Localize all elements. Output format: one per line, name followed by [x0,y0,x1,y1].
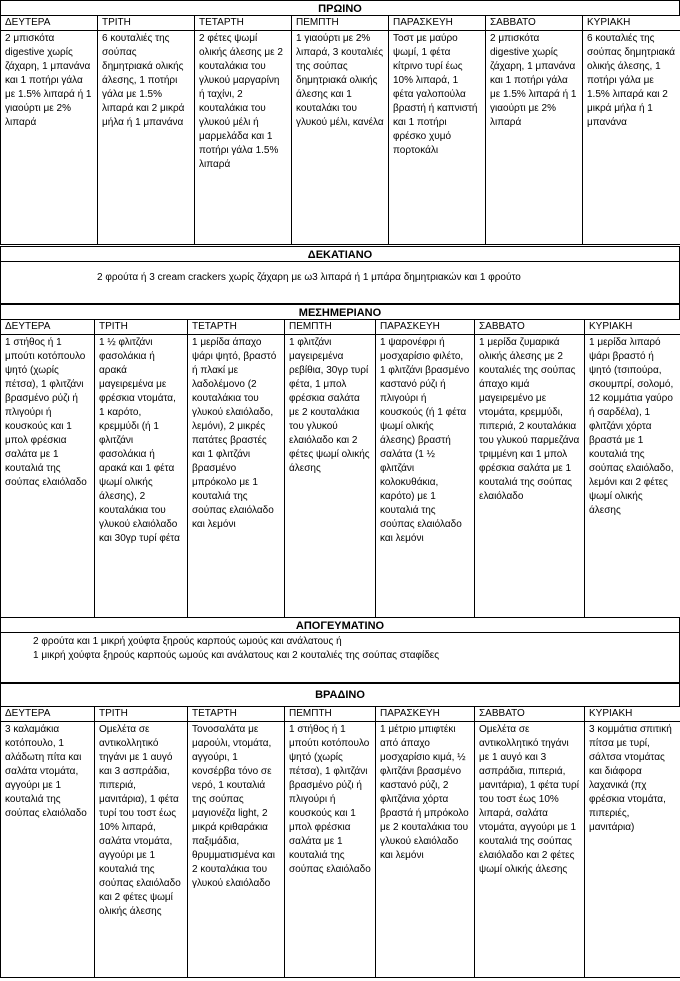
breakfast-cell: 2 φέτες ψωμί ολικής άλεσης με 2 κουταλάκια του γλυκού μαργαρίνη ή ταχίνι, 2 κουταλάκια του γλυκού μέλι ή μαρμελάδα και 1 ποτήρι γάλα 1.5% λιπαρά [195,31,292,245]
day-header: ΤΡΙΤΗ [95,707,188,722]
breakfast-table [0,15,680,245]
lunch-cell: 1 στήθος ή 1 μπούτι κοτόπουλο ψητό (χωρίς πέτσα), 1 φλιτζάνι βρασμένο ρύζι ή πλιγούρι ή κουσκούς και 1 μπολ φρέσκια σαλάτα με 1 κουταλιά της σούπας ελαιόλαδο [1,335,95,618]
lunch-title: ΜΕΣΗΜΕΡΙΑΝΟ [0,304,680,320]
lunch-cell: 1 μερίδα λιπαρό ψάρι βραστό ή ψητό (τσιπούρα, σκουμπρί, σολομό, 12 κομμάτια γαύρο ή σαρδέλα), 1 φλιτζάνι χόρτα βραστά με 1 κουταλιά της σούπας ελαιόλαδο, λεμόνι και 2 φέτες ψωμί ολικής άλεσης [585,335,680,618]
day-header: ΤΡΙΤΗ [98,16,195,31]
snack1-text: 2 φρούτα ή 3 cream crackers χωρίς ζάχαρη με ω3 λιπαρά ή 1 μπάρα δημητριακών και 1 φρούτο [0,262,680,304]
day-header: ΣΑΒΒΑΤΟ [475,320,585,335]
snack1-title: ΔΕΚΑΤΙΑΝΟ [0,246,680,262]
day-header: ΠΕΜΠΤΗ [285,320,376,335]
breakfast-title: ΠΡΩΙΝΟ [0,0,680,16]
day-header: ΔΕΥΤΕΡΑ [1,16,98,31]
dinner-cell: Τονοσαλάτα με μαρούλι, ντομάτα, αγγούρι, 1 κονσέρβα τόνο σε νερό, 1 κουταλιά της σούπας μαγιονέζα light, 2 μικρά κριθαράκια παξιμάδια, θρυμματισμένα και 2 κουταλάκια του γλυκού ελαιόλαδο [188,722,285,978]
dinner-cell: 3 καλαμάκια κοτόπουλο, 1 αλάδωτη πίτα και σαλάτα ντομάτα, αγγούρι με 1 κουταλιά της σούπας ελαιόλαδο [1,722,95,978]
day-header: ΠΕΜΠΤΗ [285,707,376,722]
lunch-table [0,319,680,618]
day-header: ΠΑΡΑΣΚΕΥΗ [376,707,475,722]
breakfast-cell: 1 γιαούρτι με 2% λιπαρά, 3 κουταλιές της σούπας δημητριακά ολικής άλεσης και 1 κουταλάκι του γλυκού μέλι, κανέλα [292,31,389,245]
breakfast-cell: 6 κουταλιές της σούπας δημητριακά ολικής άλεσης, 1 ποτήρι γάλα με 1.5% λιπαρά και 2 μικρά μήλα ή 1 μπανάνα [98,31,195,245]
day-header: ΠΕΜΠΤΗ [292,16,389,31]
day-header: ΤΕΤΑΡΤΗ [195,16,292,31]
day-header: ΔΕΥΤΕΡΑ [1,320,95,335]
snack2-title: ΑΠΟΓΕΥΜΑΤΙΝΟ [0,617,680,633]
dinner-cell: Ομελέτα σε αντικολλητικό τηγάνι με 1 αυγό και 3 ασπράδια, πιπεριά, μανιτάρια), 1 φέτα τυρί του τοστ έως 10% λιπαρά, σαλάτα ντομάτα, αγγούρι με 1 κουταλιά της σούπας ελαιόλαδο και 2 φέτες ψωμί ολικής άλεσης [95,722,188,978]
lunch-cell: 1 μερίδα άπαχο ψάρι ψητό, βραστό ή πλακί με λαδολέμονο (2 κουταλάκια του γλυκού ελαιόλαδο, λεμόνι), 2 μικρές πατάτες βραστές και 1 φλιτζάνι βρασμένο μπρόκολο με 1 κουταλιά της σούπας ελαιόλαδο και λεμόνι [188,335,285,618]
dinner-cell: 3 κομμάτια σπιτική πίτσα με τυρί, σάλτσα ντομάτας και διάφορα λαχανικά (πχ φρέσκια ντομάτα, πιπεριές, μανιτάρια) [585,722,680,978]
day-header: ΚΥΡΙΑΚΗ [585,320,680,335]
dinner-table [0,706,680,978]
day-header: ΤΕΤΑΡΤΗ [188,707,285,722]
dinner-title: ΒΡΑΔΙΝΟ [0,683,680,707]
breakfast-cell: 2 μπισκότα digestive χωρίς ζάχαρη, 1 μπανάνα και 1 ποτήρι γάλα με 1.5% λιπαρά ή 1 γιαούρτι με 2% λιπαρά [486,31,583,245]
snack2-line: 2 φρούτα και 1 μικρή χούφτα ξηρούς καρπούς ωμούς και ανάλατους ή [33,636,342,647]
day-header: ΣΑΒΒΑΤΟ [486,16,583,31]
lunch-cell: 1 φλιτζάνι μαγειρεμένα ρεβίθια, 30γρ τυρί φέτα, 1 μπολ φρέσκια σαλάτα με 2 κουταλάκια του γλυκού ελαιόλαδο και 2 φέτες ψωμί ολικής άλεσης [285,335,376,618]
day-header: ΤΕΤΑΡΤΗ [188,320,285,335]
day-header: ΠΑΡΑΣΚΕΥΗ [376,320,475,335]
day-header: ΚΥΡΙΑΚΗ [583,16,680,31]
lunch-cell: 1 ½ φλιτζάνι φασολάκια ή αρακά μαγειρεμένα με φρέσκια ντομάτα, 1 καρότο, κρεμμύδι (ή 1 φλιτζάνι φασολάκια ή αρακά και 1 φέτα ψωμί ολικής άλεσης), 2 κουταλάκια του γλυκού ελαιόλαδο και 30γρ τυρί φέτα [95,335,188,618]
day-header: ΔΕΥΤΕΡΑ [1,707,95,722]
breakfast-cell: 6 κουταλιές της σούπας δημητριακά ολικής άλεσης, 1 ποτήρι γάλα με 1.5% λιπαρά και 2 μικρά μήλα ή 1 μπανάνα [583,31,680,245]
dinner-cell: 1 στήθος ή 1 μπούτι κοτόπουλο ψητό (χωρίς πέτσα), 1 φλιτζάνι βρασμένο ρύζι ή πλιγούρι ή κουσκούς και 1 μπολ φρέσκια σαλάτα με 1 κουταλιά της σούπας ελαιόλαδο [285,722,376,978]
day-header: ΤΡΙΤΗ [95,320,188,335]
day-header: ΚΥΡΙΑΚΗ [585,707,680,722]
dinner-cell: Ομελέτα σε αντικολλητικό τηγάνι με 1 αυγό και 3 ασπράδια, πιπεριά, μανιτάρια), 1 φέτα τυρί του τοστ έως 10% λιπαρά, σαλάτα ντομάτα, αγγούρι με 1 κουταλιά της σούπας ελαιόλαδο και 2 φέτες ψωμί ολικής άλεσης [475,722,585,978]
dinner-cell: 1 μέτριο μπιφτέκι από άπαχο μοσχαρίσιο κιμά, ½ φλιτζάνι βρασμένο καστανό ρύζι, 2 φλιτζάνια χόρτα βραστά ή μπρόκολο με 2 κουταλάκια του γλυκού ελαιόλαδο και λεμόνι [376,722,475,978]
snack2-text [0,633,680,683]
lunch-cell: 1 μερίδα ζυμαρικά ολικής άλεσης με 2 κουταλιές της σούπας άπαχο κιμά μαγειρεμένο με ντομάτα, κρεμμύδι, πιπεριά, 2 κουταλάκια του γλυκού παρμεζάνα τριμμένη και 1 μπολ φρέσκια σαλάτα με 1 κουταλιά της σούπας ελαιόλαδο [475,335,585,618]
day-header: ΣΑΒΒΑΤΟ [475,707,585,722]
lunch-cell: 1 ψαρονέφρι ή μοσχαρίσιο φιλέτο, 1 φλιτζάνι βρασμένο καστανό ρύζι ή πλιγούρι ή κουσκούς (ή 1 φέτα ψωμί ολικής άλεσης) βραστή σαλάτα (1 ½ φλιτζάνι κολοκυθάκια, καρότο) με 1 κουταλιά της σούπας ελαιόλαδο και λεμόνι [376,335,475,618]
snack2-line: 1 μικρή χούφτα ξηρούς καρπούς ωμούς και ανάλατους και 2 κουταλιές της σούπας σταφίδες [33,650,440,661]
breakfast-cell: Τοστ με μαύρο ψωμί, 1 φέτα κίτρινο τυρί έως 10% λιπαρά, 1 φέτα γαλοπούλα βραστή ή καπνιστή και 1 ποτήρι φρέσκο χυμό πορτοκάλι [389,31,486,245]
day-header: ΠΑΡΑΣΚΕΥΗ [389,16,486,31]
breakfast-cell: 2 μπισκότα digestive χωρίς ζάχαρη, 1 μπανάνα και 1 ποτήρι γάλα με 1.5% λιπαρά ή 1 γιαούρτι με 2% λιπαρά [1,31,98,245]
